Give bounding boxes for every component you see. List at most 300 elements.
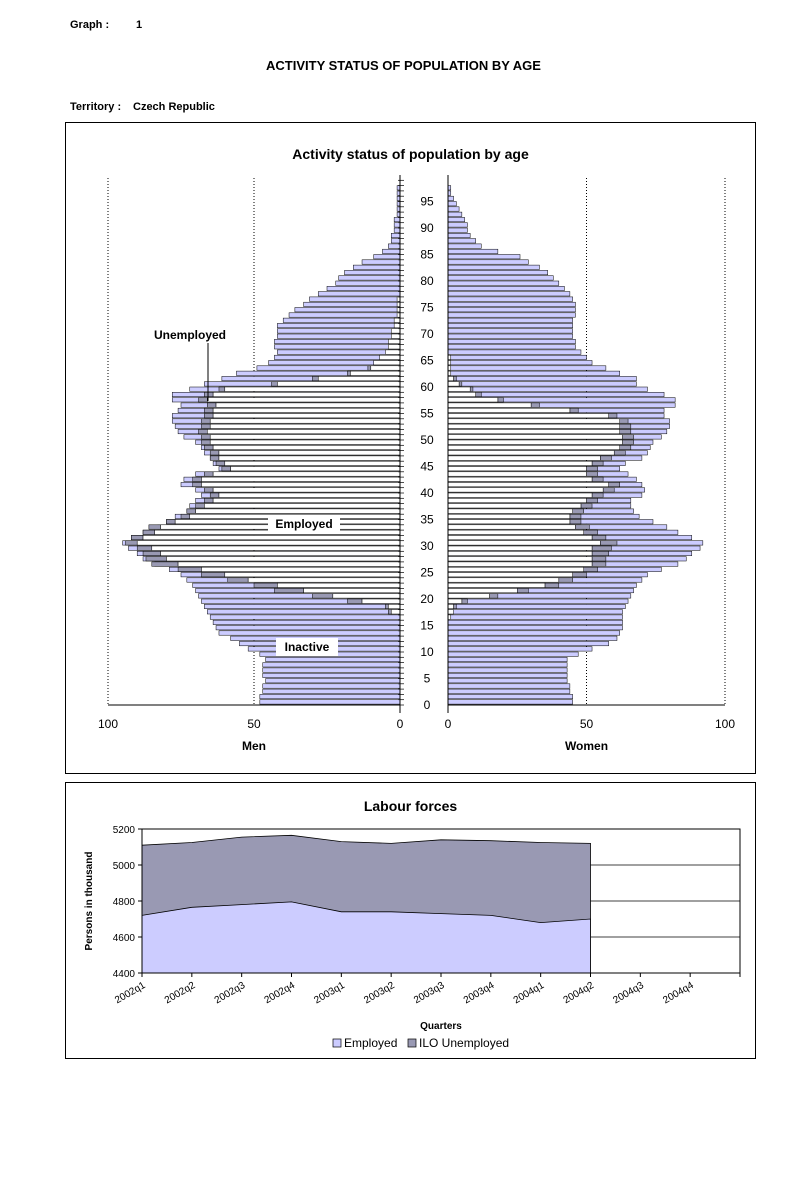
territory-label: Territory : [70,101,122,113]
men-unemployed-bar [166,520,175,524]
women-unemployed-bar [570,520,581,524]
x-tick-label: 2002q2 [162,980,198,1007]
men-inactive-bar [394,217,400,221]
women-employed-bar [448,567,584,571]
men-inactive-bar [318,292,400,296]
men-unemployed-bar [199,398,208,402]
age-tick-label: 35 [420,512,434,527]
inactive-annotation: Inactive [284,640,330,654]
women-unemployed-bar [592,546,611,550]
pyramid-chart [66,123,755,773]
age-tick-label: 40 [420,486,434,500]
men-unemployed-bar [347,599,362,603]
pyramid-panel [65,122,756,774]
women-employed-bar [448,461,592,465]
women-employed-bar [448,546,592,550]
women-employed-bar [448,403,531,407]
women-unemployed-bar [454,604,457,608]
y-axis-label: Persons in thousand [84,851,95,951]
women-employed-bar [448,376,454,380]
men-employed-bar [166,557,400,561]
men-employed-bar [137,541,400,545]
y-tick-label: 5200 [112,825,135,836]
women-inactive-bar [448,281,559,285]
labour-panel [65,782,756,1059]
men-inactive-bar [213,620,400,624]
men-employed-bar [304,588,400,592]
women-employed-bar [448,477,592,481]
women-inactive-bar [448,323,573,327]
age-tick-label: 0 [423,698,431,712]
men-inactive-bar [362,260,400,264]
women-employed-bar [448,509,573,513]
women-inactive-bar [448,626,623,630]
x-tick-label: 2003q1 [312,980,347,1007]
page-title: ACTIVITY STATUS OF POPULATION BY AGE [266,58,541,73]
women-inactive-bar [448,313,575,317]
men-employed-bar [213,472,400,476]
men-unemployed-bar [201,419,210,423]
women-inactive-bar [448,196,454,200]
men-employed-bar [213,488,400,492]
men-unemployed-bar [385,604,388,608]
men-employed-bar [219,451,400,455]
men-unemployed-bar [201,424,210,428]
women-inactive-bar [448,684,570,688]
territory-value: Czech Republic [133,101,215,113]
men-employed-bar [388,339,400,343]
women-tick-label: 50 [579,717,594,731]
women-inactive-bar [448,207,459,211]
men-inactive-bar [374,255,400,259]
women-unemployed-bar [592,477,603,481]
women-inactive-bar [448,270,548,274]
women-employed-bar [448,562,592,566]
women-unemployed-bar [459,382,462,386]
women-employed-bar [448,604,454,608]
men-employed-bar [161,551,400,555]
women-unemployed-bar [600,456,611,460]
men-inactive-bar [204,604,400,608]
legend-unemployed-swatch [408,1039,416,1047]
women-unemployed-bar [620,445,631,449]
women-employed-bar [448,398,498,402]
men-inactive-bar [277,350,400,354]
men-employed-bar [143,535,400,539]
men-employed-bar [213,445,400,449]
women-inactive-bar [448,255,520,259]
men-inactive-bar [263,684,400,688]
women-inactive-bar [448,233,470,237]
men-unemployed-bar [207,403,216,407]
women-employed-bar [448,392,476,396]
age-tick-label: 50 [420,433,434,447]
x-tick-label: 2002q3 [212,980,248,1007]
x-tick-label: 2002q4 [262,980,297,1007]
men-employed-bar [196,509,400,513]
men-employed-bar [394,318,400,322]
men-inactive-bar [266,657,400,661]
men-inactive-bar [304,302,400,306]
women-inactive-bar [448,620,623,624]
men-inactive-bar [295,308,400,312]
men-unemployed-bar [210,493,219,497]
men-unemployed-bar [196,504,205,508]
men-inactive-bar [263,663,400,667]
age-tick-label: 80 [420,274,434,288]
women-inactive-bar [448,610,623,614]
women-unemployed-bar [490,594,498,598]
men-employed-bar [248,578,400,582]
men-employed-bar [213,498,400,502]
men-unemployed-bar [146,557,166,561]
women-employed-bar [448,467,587,471]
women-employed-bar [448,408,570,412]
x-tick-label: 2003q2 [362,980,397,1007]
men-employed-bar [210,440,400,444]
men-unemployed-bar [312,594,332,598]
women-employed-bar [448,498,587,502]
age-tick-label: 15 [420,618,434,633]
men-inactive-bar [277,323,400,327]
men-unemployed-bar [178,567,201,571]
men-inactive-bar [394,223,400,227]
women-inactive-bar [448,355,587,359]
age-tick-label: 90 [420,221,434,235]
women-employed-bar [448,429,620,433]
men-employed-bar [213,392,400,396]
women-unemployed-bar [620,419,628,423]
men-employed-bar [207,429,400,433]
age-tick-label: 5 [423,671,431,686]
women-inactive-bar [448,689,570,693]
men-unemployed-bar [126,541,138,545]
women-unemployed-bar [592,551,609,555]
women-inactive-bar [448,276,553,280]
women-unemployed-bar [592,535,606,539]
men-unemployed-bar [137,546,152,550]
women-unemployed-bar [600,541,617,545]
women-employed-bar [448,520,570,524]
men-unemployed-bar [222,467,231,471]
men-unemployed-bar [210,456,219,460]
women-inactive-bar [448,694,573,698]
women-inactive-bar [448,366,606,370]
women-employed-bar [448,493,592,497]
women-employed-bar [448,594,490,598]
women-inactive-bar [448,302,575,306]
labour-title: Labour forces [363,798,458,814]
age-tick-label: 85 [420,247,434,262]
women-unemployed-bar [570,514,581,518]
women-unemployed-bar [470,387,473,391]
men-inactive-bar [263,668,400,672]
women-unemployed-bar [575,525,589,529]
legend-employed-swatch [333,1039,341,1047]
women-inactive-bar [448,318,573,322]
men-unemployed-bar [216,461,225,465]
men-employed-bar [213,408,400,412]
men-employed-bar [391,329,400,333]
men-unemployed-bar [228,578,248,582]
women-inactive-bar [448,663,567,667]
women-employed-bar [448,610,454,614]
women-employed-bar [448,424,620,428]
women-tick-label: 0 [444,717,452,731]
x-tick-label: 2002q1 [113,980,148,1007]
men-inactive-bar [388,244,400,248]
men-unemployed-bar [274,588,303,592]
women-inactive-bar [448,286,564,290]
women-unemployed-bar [476,392,482,396]
men-inactive-bar [277,334,400,338]
age-tick-label: 30 [420,539,434,553]
age-tick-label: 55 [420,406,434,421]
men-unemployed-bar [254,583,277,587]
women-inactive-bar [448,615,623,619]
women-employed-bar [448,472,587,476]
women-unemployed-bar [609,482,620,486]
men-employed-bar [201,567,400,571]
men-inactive-bar [263,673,400,677]
women-unemployed-bar [620,429,631,433]
women-inactive-bar [448,673,567,677]
men-inactive-bar [391,239,400,243]
graph-label: Graph : [70,19,110,31]
unemployed-annotation: Unemployed [153,328,227,342]
graph-number: 1 [136,19,143,31]
women-inactive-bar [448,604,625,608]
women-unemployed-bar [559,578,573,582]
men-employed-bar [210,424,400,428]
women-unemployed-bar [498,398,504,402]
women-unemployed-bar [620,424,631,428]
men-unemployed-bar [204,445,213,449]
x-tick-label: 2004q4 [661,980,696,1007]
women-employed-bar [448,435,623,439]
women-employed-bar [448,482,609,486]
women-employed-bar [448,419,620,423]
men-employed-bar [210,435,400,439]
women-employed-bar [448,451,614,455]
men-employed-bar [225,573,400,577]
women-employed-bar [448,535,592,539]
men-unemployed-bar [204,392,213,396]
women-employed-bar [448,557,592,561]
women-inactive-bar [448,387,647,391]
men-employed-bar [207,398,400,402]
age-tick-label: 45 [420,459,434,474]
women-unemployed-bar [545,583,559,587]
women-inactive-bar [448,244,481,248]
women-inactive-bar [448,641,609,645]
age-tick-label: 95 [420,194,434,209]
age-tick-label: 10 [420,645,434,659]
age-tick-label: 25 [420,565,434,580]
women-inactive-bar [448,700,573,704]
men-inactive-bar [345,270,400,274]
women-employed-bar [448,583,545,587]
men-employed-bar [371,366,400,370]
men-unemployed-bar [210,451,219,455]
men-employed-bar [391,334,400,338]
women-employed-bar [448,440,623,444]
men-unemployed-bar [131,535,143,539]
men-unemployed-bar [204,498,213,502]
men-employed-bar [204,504,400,508]
women-unemployed-bar [592,562,606,566]
women-inactive-bar [448,334,573,338]
men-unemployed-bar [347,371,350,375]
women-inactive-bar [448,239,476,243]
men-employed-bar [201,477,400,481]
men-tick-label: 0 [396,717,404,731]
men-employed-bar [362,599,400,603]
women-employed-bar [448,414,609,418]
women-inactive-bar [448,657,567,661]
men-employed-bar [219,493,400,497]
women-unemployed-bar [462,599,468,603]
women-unemployed-bar [587,498,598,502]
men-inactive-bar [207,610,400,614]
women-employed-bar [448,599,462,603]
age-tick-label: 65 [420,353,434,368]
women-inactive-bar [448,249,498,253]
men-unemployed-bar [152,562,178,566]
men-inactive-bar [260,694,400,698]
women-unemployed-bar [584,567,598,571]
men-unemployed-bar [312,376,318,380]
women-unemployed-bar [592,493,603,497]
age-tick-label: 20 [420,592,434,606]
legend-employed-label: Employed [344,1036,398,1050]
men-inactive-bar [260,700,400,704]
women-unemployed-bar [603,488,614,492]
men-employed-bar [350,371,400,375]
women-employed-bar [448,456,600,460]
men-unemployed-bar [187,509,196,513]
men-employed-bar [231,467,400,471]
women-unemployed-bar [592,557,606,561]
age-tick-label: 75 [420,300,434,315]
women-inactive-bar [448,223,467,227]
women-employed-bar [448,551,592,555]
women-inactive-bar [448,631,620,635]
women-inactive-bar [448,350,581,354]
women-employed-bar [448,588,517,592]
men-inactive-bar [263,689,400,693]
women-inactive-bar [448,599,628,603]
women-unemployed-bar [592,461,603,465]
men-employed-bar [178,562,400,566]
men-employed-bar [318,376,400,380]
men-inactive-bar [266,679,400,683]
men-inactive-bar [339,276,400,280]
men-tick-label: 50 [247,717,261,731]
men-employed-bar [152,546,400,550]
men-employed-bar [210,419,400,423]
women-inactive-bar [448,329,573,333]
men-employed-bar [394,323,400,327]
men-employed-bar [213,414,400,418]
women-unemployed-bar [573,573,587,577]
women-unemployed-bar [614,451,625,455]
women-inactive-bar [448,297,573,301]
men-unemployed-bar [201,435,210,439]
women-inactive-bar [448,636,617,640]
x-tick-label: 2004q3 [611,980,646,1007]
x-tick-label: 2003q4 [461,980,497,1007]
women-employed-bar [448,525,575,529]
men-employed-bar [385,350,400,354]
women-unemployed-bar [609,414,617,418]
women-inactive-bar [448,345,575,349]
men-inactive-bar [327,286,400,290]
men-unemployed-bar [193,482,202,486]
men-employed-bar [277,583,400,587]
men-inactive-bar [336,281,400,285]
women-unemployed-bar [454,376,457,380]
men-inactive-bar [210,615,400,619]
men-employed-bar [380,355,400,359]
men-unemployed-bar [388,610,391,614]
men-inactive-bar [274,339,400,343]
women-unemployed-bar [623,440,634,444]
women-employed-bar [448,504,581,508]
men-unemployed-bar [143,551,161,555]
women-unemployed-bar [587,472,598,476]
women-inactive-bar [448,202,456,206]
men-unemployed-bar [204,408,213,412]
men-tick-label: 100 [97,717,119,731]
y-tick-label: 4400 [112,969,135,980]
women-axis-label: Women [564,739,609,753]
men-inactive-bar [277,329,400,333]
men-inactive-bar [216,626,400,630]
women-unemployed-bar [584,530,598,534]
women-inactive-bar [448,265,539,269]
women-inactive-bar [448,647,592,651]
men-employed-bar [374,361,400,365]
y-tick-label: 4600 [112,933,135,944]
women-employed-bar [448,445,620,449]
women-unemployed-bar [581,504,592,508]
men-unemployed-bar [219,387,225,391]
x-axis-label: Quarters [420,1021,462,1032]
women-unemployed-bar [573,509,584,513]
men-unemployed-bar [201,440,210,444]
women-inactive-bar [448,679,567,683]
x-tick-label: 2003q3 [412,980,447,1007]
women-employed-bar [448,530,584,534]
women-unemployed-bar [531,403,539,407]
women-employed-bar [448,578,559,582]
women-inactive-bar [448,260,528,264]
men-inactive-bar [353,265,400,269]
women-unemployed-bar [623,435,634,439]
men-inactive-bar [394,228,400,232]
men-employed-bar [216,403,400,407]
men-employed-bar [225,461,400,465]
men-employed-bar [201,482,400,486]
age-tick-label: 70 [420,327,434,341]
men-unemployed-bar [204,414,213,418]
women-inactive-bar [448,228,467,232]
labour-chart [66,783,755,1058]
men-axis-label: Men [242,739,266,753]
women-inactive-bar [448,308,575,312]
women-inactive-bar [448,339,575,343]
